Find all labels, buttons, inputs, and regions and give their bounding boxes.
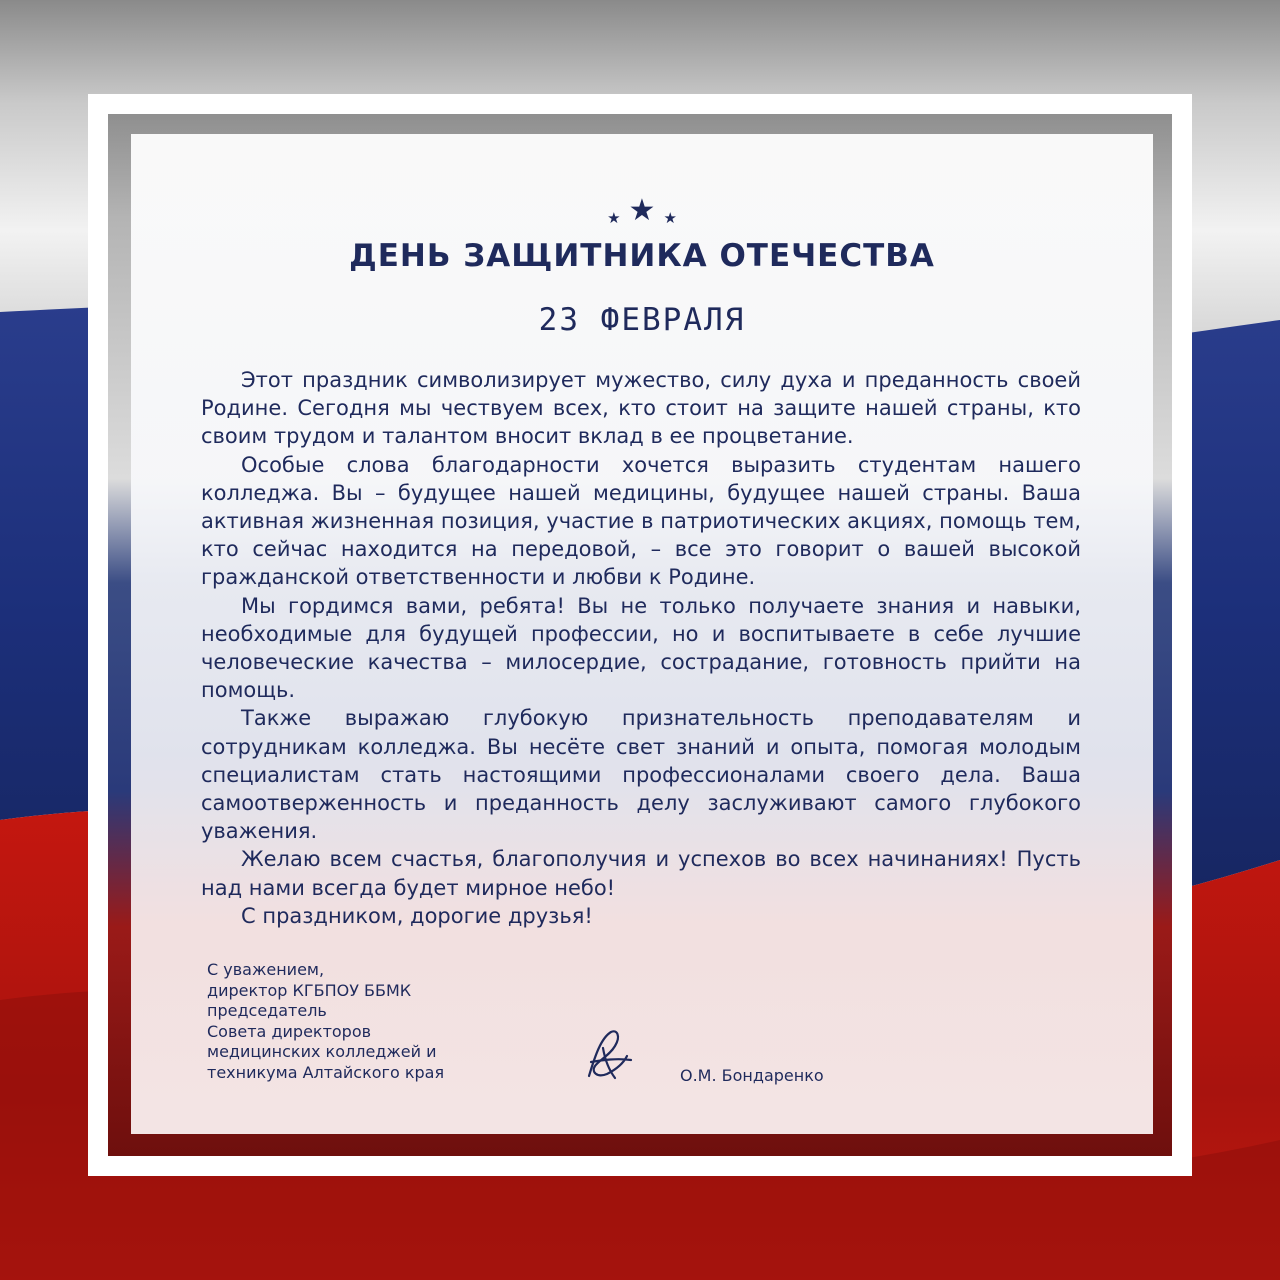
paragraph: Этот праздник символизирует мужество, силу духа и преданность своей Родине. Сегодня мы чествуем всех, кто стоит на защите нашей страны, кто своим трудом и талантом вносит вклад в ее процветание. — [201, 368, 1081, 449]
greeting-card — [131, 134, 1153, 1134]
signature-line: С уважением, — [207, 960, 325, 979]
outer-white-frame — [88, 94, 1192, 1176]
paragraph: Желаю всем счастья, благополучия и успехов во всех начинаниях! Пусть над нами всегда будет мирное небо! — [201, 847, 1081, 900]
signature-line: председатель — [207, 1001, 327, 1021]
signature-line: директор КГБПОУ ББМК — [207, 980, 412, 1000]
signature-line: техникума Алтайского края — [207, 1062, 445, 1082]
star-icon: ★ — [628, 193, 656, 228]
signature-block — [207, 960, 537, 1084]
paragraph: Особые слова благодарности хочется выразить студентам нашего колледжа. Вы – будущее нашей медицины, будущее нашей страны. Ваша активная жизненная позиция, участие в патриотических акциях, помощь тем, кто сейчас находится на передовой, – все это говорит о вашей высокой гражданской ответственности и любви к Родине. — [201, 452, 1081, 590]
signature-line: медицинских колледжей и — [207, 1042, 437, 1062]
signature-line: Совета директоров — [207, 1021, 372, 1041]
star-icon: ★ — [607, 209, 621, 227]
paragraph: Также выражаю глубокую признательность преподавателям и сотрудникам колледжа. Вы несёте свет знаний и опыта, помогая молодым специалистам стать настоящими профессионалами своего дела. Ваша самоотверженность и преданность делу заслуживают самого глубокого уважения. — [201, 706, 1081, 844]
greeting-text — [201, 366, 1081, 930]
date-subtitle: 23 ФЕВРАЛЯ — [538, 302, 746, 338]
signer-name: О.М. Бондаренко — [680, 1066, 824, 1085]
stars-decoration — [131, 193, 1153, 228]
signature-mark — [581, 1026, 637, 1086]
star-icon: ★ — [663, 209, 677, 227]
page-title: ДЕНЬ ЗАЩИТНИКА ОТЕЧЕСТВА — [349, 238, 935, 274]
paragraph: С праздником, дорогие друзья! — [241, 903, 593, 928]
paragraph: Мы гордимся вами, ребята! Вы не только получаете знания и навыки, необходимые для будущей профессии, но и воспитываете в себе лучшие человеческие качества – милосердие, сострадание, готовность прийти на помощь. — [201, 593, 1081, 703]
